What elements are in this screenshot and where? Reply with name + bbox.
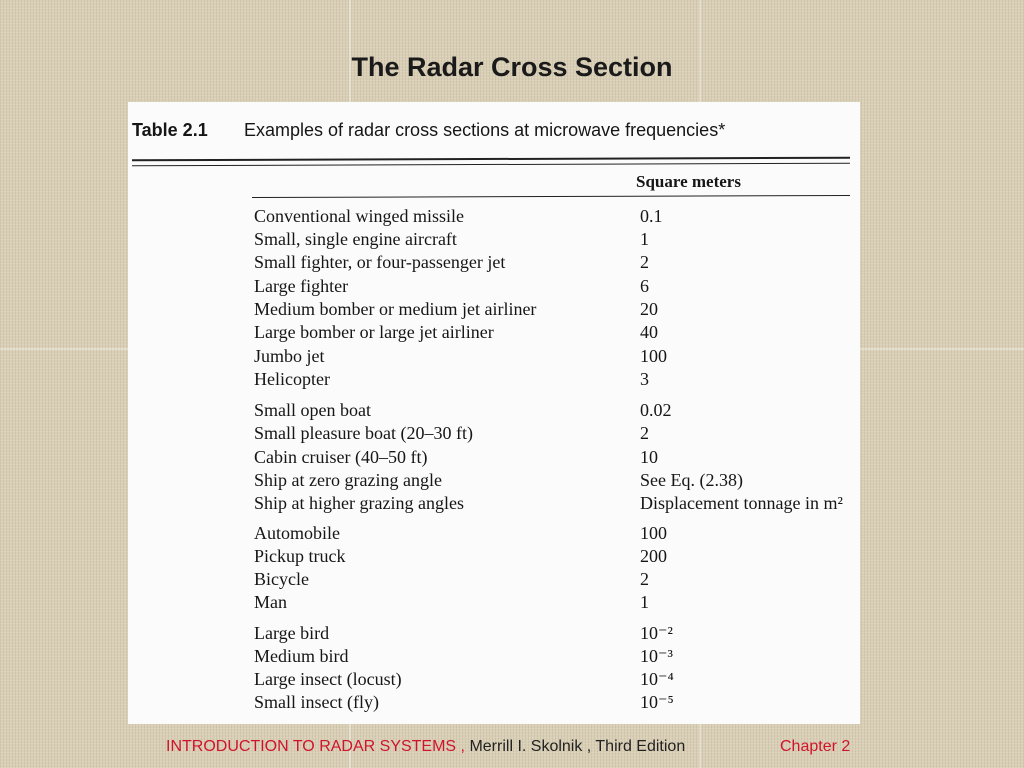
footer-book-title: INTRODUCTION TO RADAR SYSTEMS — [166, 738, 457, 755]
table-caption: Examples of radar cross sections at microwave frequencies* — [244, 120, 726, 140]
row-item-name: Small insect (fly) — [254, 692, 379, 712]
table-row — [128, 299, 860, 321]
column-header-rule — [252, 195, 850, 198]
table-row — [128, 206, 860, 228]
row-rcs-value: Displacement tonnage in m² — [640, 493, 843, 513]
row-item-name: Pickup truck — [254, 546, 346, 566]
row-item-name: Ship at higher grazing angles — [254, 493, 464, 513]
row-rcs-value: 2 — [640, 252, 649, 272]
table-row — [128, 369, 860, 391]
row-item-name: Helicopter — [254, 369, 330, 389]
table-row — [128, 447, 860, 469]
table-row — [128, 569, 860, 591]
table-number: Table 2.1 — [132, 120, 208, 140]
row-rcs-value: 2 — [640, 423, 649, 443]
table-row — [128, 646, 860, 668]
row-rcs-value: 3 — [640, 369, 649, 389]
row-item-name: Medium bomber or medium jet airliner — [254, 299, 537, 319]
table-row — [128, 493, 860, 515]
row-item-name: Man — [254, 592, 287, 612]
slide-title: The Radar Cross Section — [351, 52, 673, 82]
row-item-name: Large bird — [254, 623, 330, 643]
row-rcs-value: 1 — [640, 229, 649, 249]
row-rcs-value: 0.02 — [640, 400, 672, 420]
table-row — [128, 322, 860, 344]
row-rcs-value: 10⁻² — [640, 623, 673, 643]
row-item-name: Small open boat — [254, 400, 371, 420]
row-rcs-value: 40 — [640, 322, 658, 342]
row-item-name: Small, single engine aircraft — [254, 229, 457, 249]
table-row — [128, 623, 860, 645]
row-rcs-value: 10⁻⁵ — [640, 692, 674, 712]
row-item-name: Large bomber or large jet airliner — [254, 322, 494, 342]
table-row — [128, 229, 860, 251]
row-rcs-value: See Eq. (2.38) — [640, 470, 743, 490]
row-item-name: Medium bird — [254, 646, 349, 666]
row-item-name: Large insect (locust) — [254, 669, 402, 689]
row-item-name: Large fighter — [254, 276, 349, 296]
scanned-table-image — [128, 102, 860, 724]
row-rcs-value: 20 — [640, 299, 658, 319]
row-item-name: Conventional winged missile — [254, 206, 464, 226]
table-row — [128, 523, 860, 545]
table-row — [128, 470, 860, 492]
row-rcs-value: 10 — [640, 447, 658, 467]
table-row — [128, 276, 860, 298]
row-item-name: Jumbo jet — [254, 346, 325, 366]
row-rcs-value: 100 — [640, 523, 667, 543]
row-item-name: Small fighter, or four-passenger jet — [254, 252, 506, 272]
table-row — [128, 592, 860, 614]
row-item-name: Bicycle — [254, 569, 309, 589]
row-rcs-value: 10⁻³ — [640, 646, 673, 666]
table-row — [128, 346, 860, 368]
row-item-name: Cabin cruiser (40–50 ft) — [254, 447, 428, 467]
table-row — [128, 546, 860, 568]
table-row — [128, 423, 860, 445]
table-row — [128, 692, 860, 714]
table-row — [128, 669, 860, 691]
row-item-name: Automobile — [254, 523, 340, 543]
table-row — [128, 252, 860, 274]
footer-chapter: Chapter 2 — [780, 738, 851, 755]
table-top-rule-thin — [132, 163, 850, 167]
row-item-name: Ship at zero grazing angle — [254, 470, 442, 490]
column-header-square-meters: Square meters — [636, 172, 741, 191]
row-rcs-value: 100 — [640, 346, 667, 366]
table-row — [128, 400, 860, 422]
row-rcs-value: 1 — [640, 592, 649, 612]
footer-citation — [166, 738, 866, 756]
row-rcs-value: 6 — [640, 276, 649, 296]
row-rcs-value: 10⁻⁴ — [640, 669, 674, 689]
footer-author-edition: Merrill I. Skolnik , Third Edition — [469, 738, 686, 755]
footer-separator: , — [456, 738, 470, 755]
row-item-name: Small pleasure boat (20–30 ft) — [254, 423, 473, 443]
row-rcs-value: 2 — [640, 569, 649, 589]
row-rcs-value: 0.1 — [640, 206, 663, 226]
table-top-rule — [132, 157, 850, 162]
row-rcs-value: 200 — [640, 546, 667, 566]
